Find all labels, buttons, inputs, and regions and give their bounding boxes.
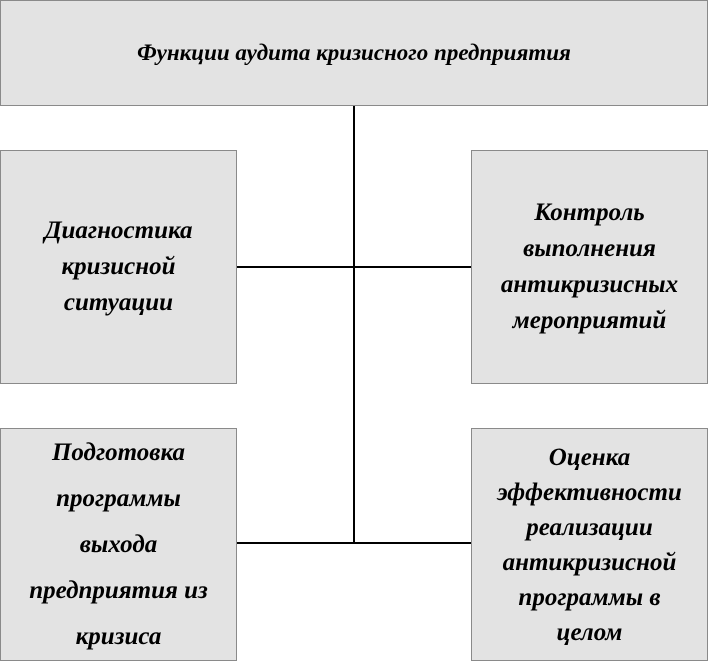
node-diagnostics-label: Диагностика кризисной ситуации bbox=[44, 217, 193, 316]
node-evaluation-label: Оценка эффективности реализации антикризисной программы в целом bbox=[497, 443, 682, 646]
node-control-label: Контроль выполнения антикризисных мероприятий bbox=[500, 199, 679, 334]
root-node-label: Функции аудита кризисного предприятия bbox=[137, 40, 571, 65]
node-evaluation bbox=[471, 428, 708, 661]
root-node bbox=[0, 0, 708, 106]
node-preparation-label: Подготовка программы выхода предприятия из кризиса bbox=[29, 438, 208, 650]
node-control bbox=[471, 150, 708, 384]
node-diagnostics bbox=[0, 150, 237, 384]
node-preparation bbox=[0, 428, 237, 661]
